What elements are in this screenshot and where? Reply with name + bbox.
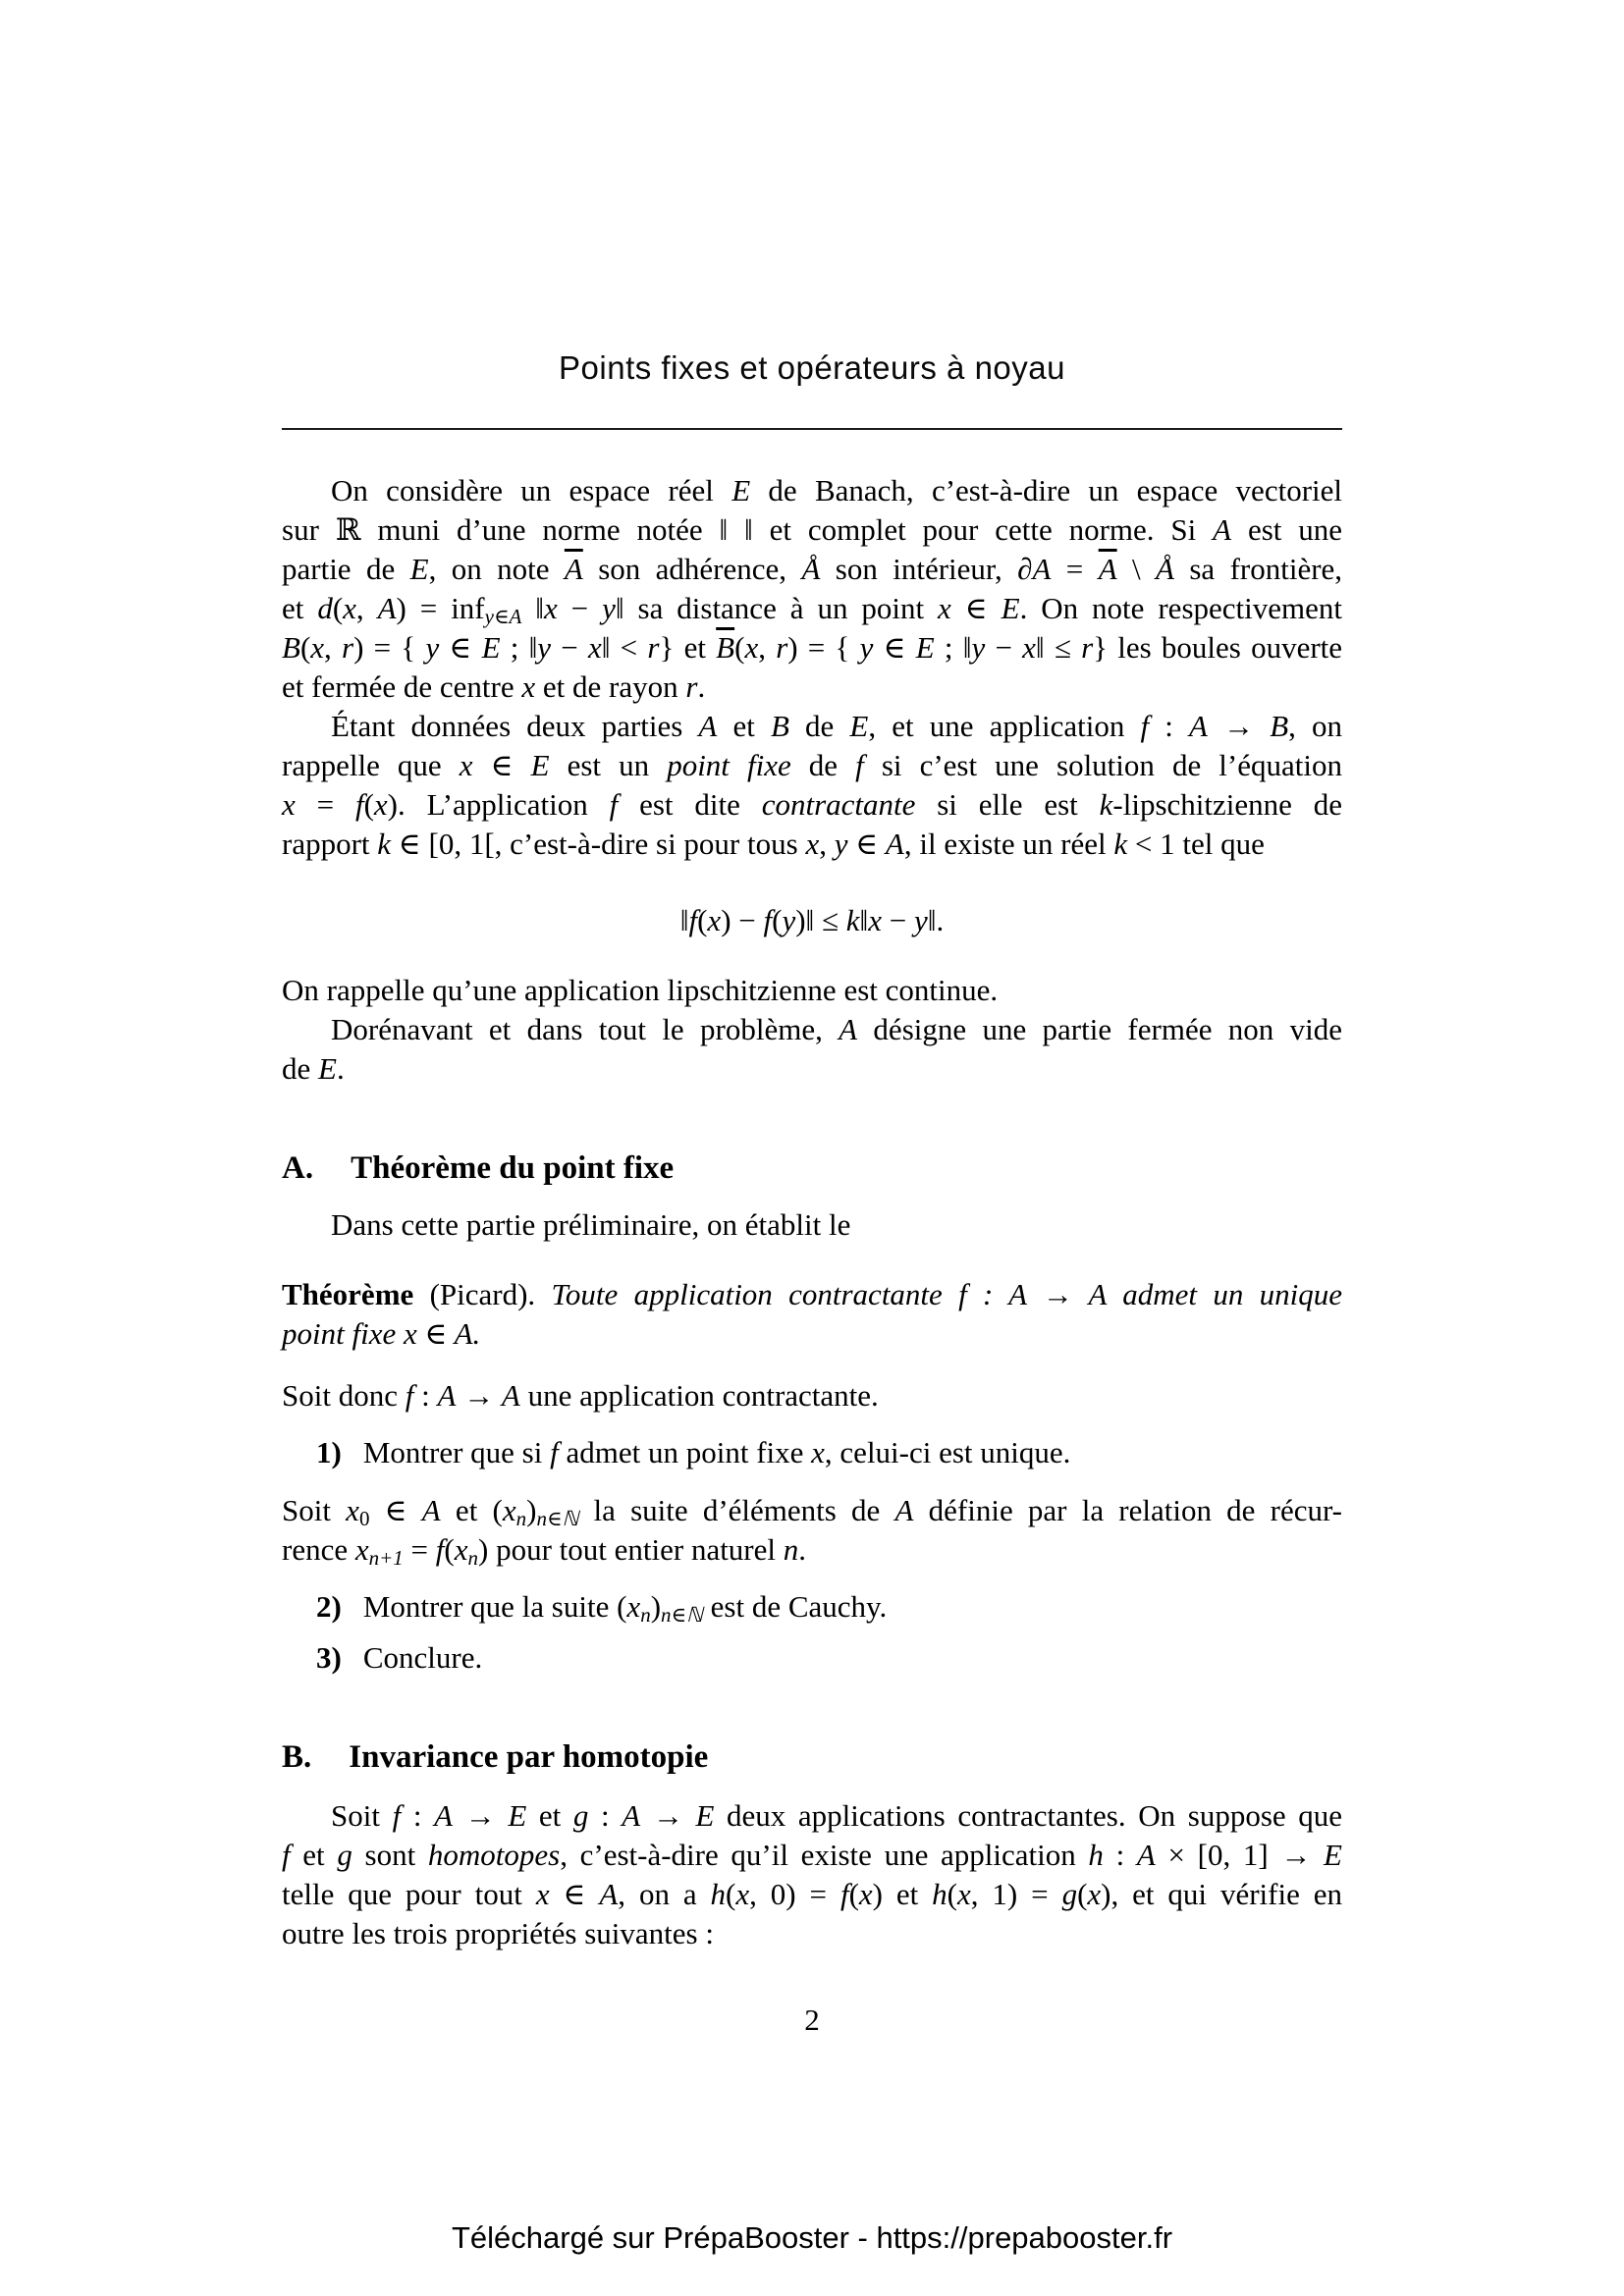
question-1 [316, 1433, 1377, 1472]
text-line: telle que pour tout x ∈ A, on a h(x, 0) = f(x) et h(x, 1) = g(x), et qui vérifie en [282, 1877, 1343, 1911]
page-number: 2 [804, 2002, 820, 2037]
text-line: Dorénavant et dans tout le problème, A désigne une partie fermée non vide [331, 1012, 1342, 1046]
paragraph-soit-donc [282, 1376, 1342, 1415]
text-line: On rappelle qu’une application lipschitzienne est continue. [282, 973, 999, 1007]
question-3 [316, 1638, 1377, 1678]
intro-paragraph-1 [282, 471, 1342, 707]
text-line: et d(x, A) = infy∈A ‖x − y‖ sa distance à un point x ∈ E. On note respectivement [282, 591, 1342, 628]
intro-paragraph-4 [282, 1010, 1342, 1089]
intro-paragraph-2 [282, 707, 1342, 864]
text-line: et fermée de centre x et de rayon r. [282, 669, 706, 704]
text-line: B(x, r) = { y ∈ E ; ‖y − x‖ < r} et $\overline{B}(x$, r) = { y ∈ E ; ‖y − x‖ ≤ r} les boules ouverte [282, 630, 1343, 665]
text-line: de E. [282, 1051, 345, 1086]
text-line: outre les trois propriétés suivantes : [282, 1916, 714, 1950]
document-title: Points fixes et opérateurs à noyau [559, 349, 1065, 386]
question-3-text: Conclure. [362, 1640, 483, 1675]
text-line: rappelle que x ∈ E est un point fixe de f si c’est une solution de l’équation [282, 748, 1342, 782]
text-line: Soit donc f : A → A une application contractante. [282, 1378, 879, 1413]
text-line: f et g sont homotopes, c’est-à-dire qu’il existe une application h : A × [0, 1] → E [282, 1838, 1342, 1872]
footer-watermark: Téléchargé sur PrépaBooster - https://prepabooster.fr [451, 2220, 1173, 2255]
section-a-intro [282, 1205, 1342, 1245]
text-line: Étant données deux parties A et B de E, et une application f : A → B, on [331, 709, 1343, 743]
intro-paragraph-3 [282, 971, 1342, 1010]
text-line: rapport k ∈ [0, 1[, c’est-à-dire si pour tous x, y ∈ A, il existe un réel k < 1 tel que [282, 827, 1265, 861]
section-b-heading [282, 1737, 1342, 1777]
displayed-equation: ‖f(x) − f(y)‖ ≤ k‖x − y‖. [679, 903, 945, 937]
text-line: Théorème (Picard). Toute application contractante f : A → A admet un unique [282, 1277, 1343, 1311]
text-line: Soit f : A → E et g : A → E deux applications contractantes. On suppose que [331, 1798, 1343, 1833]
theorem-picard [282, 1275, 1342, 1354]
paragraph-suite-recurrence [282, 1491, 1342, 1570]
text-line: x = f(x). L’application f est dite contractante si elle est k-lipschitzienne de [282, 787, 1343, 822]
section-a-number: A. [282, 1150, 314, 1186]
question-1-number: 1) [316, 1435, 342, 1469]
text-line: sur ℝ muni d’une norme notée ‖ ‖ et complet pour cette norme. Si A est une [282, 512, 1342, 547]
section-b-paragraph [282, 1796, 1342, 1953]
section-b-title: Invariance par homotopie [349, 1739, 709, 1775]
section-a-title: Théorème du point fixe [351, 1150, 675, 1186]
text-line: point fixe x ∈ A. [282, 1316, 481, 1351]
question-2-number: 2) [316, 1589, 342, 1624]
title-divider [282, 428, 1342, 430]
question-2 [316, 1587, 1377, 1634]
text-line: partie de E, on note $\overline{A}$ son adhérence, Å son intérieur, $\partial A = \overline{A}$ \ Å sa frontière, [282, 552, 1343, 586]
section-a-heading [282, 1148, 1342, 1188]
text-line: On considère un espace réel E de Banach, c’est-à-dire un espace vectoriel [331, 473, 1342, 507]
text-line: Dans cette partie préliminaire, on établit le [331, 1207, 851, 1242]
question-1-text: Montrer que si f admet un point fixe x, celui-ci est unique. [362, 1435, 1071, 1469]
text-line: rence xn+1 = f(xn) pour tout entier naturel n. [282, 1532, 807, 1570]
question-2-text: Montrer que la suite (xn)n∈ℕ est de Cauchy. [362, 1589, 888, 1627]
text-line: Soit x0 ∈ A et (xn)n∈ℕ la suite d’éléments de A définie par la relation de récur- [282, 1493, 1342, 1530]
question-3-number: 3) [316, 1640, 342, 1675]
section-b-number: B. [282, 1739, 312, 1775]
